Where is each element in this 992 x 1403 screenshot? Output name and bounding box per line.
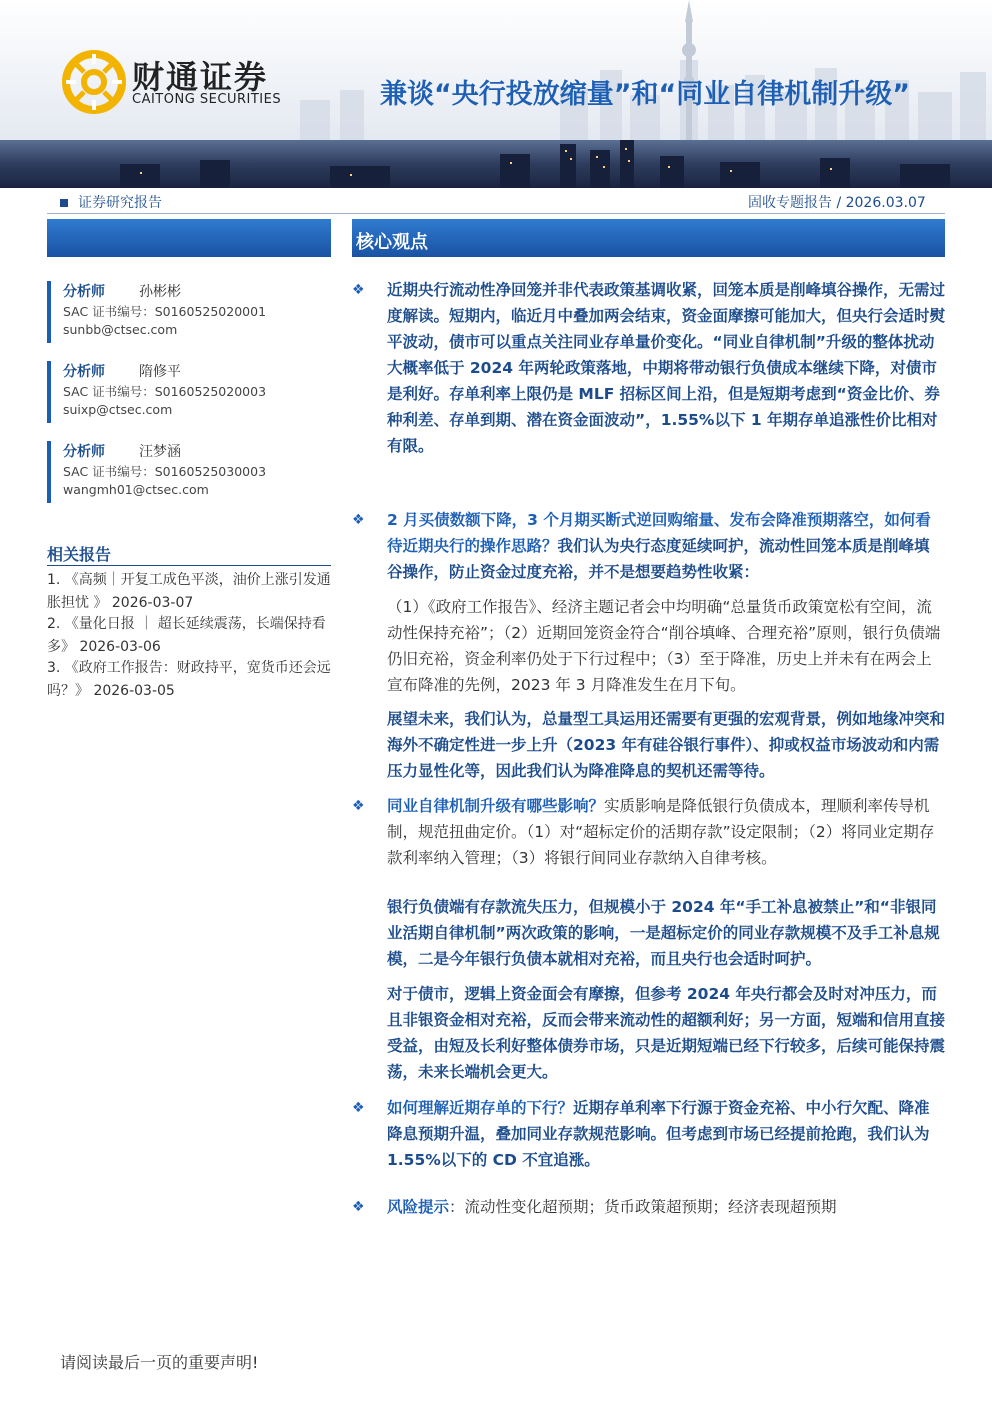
diamond-cross-icon: ❖ <box>352 1199 365 1215</box>
related-report-link[interactable]: 2. 《量化日报 ｜ 超长延续震荡，长端保持看多》 2026-03-06 <box>47 616 326 655</box>
analyst-cert: SAC 证书编号：S0160525020003 <box>63 384 267 399</box>
analyst-name: 汪梦涵 <box>139 444 181 460</box>
diamond-cross-icon: ❖ <box>352 798 365 814</box>
core-point-self-regulation: 同业自律机制升级有哪些影响？实质影响是降低银行负债成本，理顺利率传导机制，规范扭曲定价。（1）对“超标定价的活期存款”设定限制；（2）将同业定期存款利率纳入管理；（3）将银行间同业存款纳入自律考核。 <box>387 797 935 867</box>
analyst-card <box>47 361 335 423</box>
analyst-cert: SAC 证书编号：S0160525030003 <box>63 464 267 479</box>
analyst-card <box>47 281 335 343</box>
header-divider <box>47 213 945 214</box>
report-header <box>0 0 992 188</box>
square-bullet-icon <box>60 199 68 207</box>
liquidity-detail: （1）《政府工作报告》、经济主题记者会中均明确“总量货币政策宽松有空间，流动性保持充裕”；（2）近期回笼资金符合“削谷填峰、合理充裕”原则，银行负债端仍旧充裕，资金利率仍处于下行过程中；（3）至于降准，历史上并未有在两会上宣布降准的先例，2023 年 3 月降准发生在月下旬。 <box>387 598 941 694</box>
deposit-pressure-paragraph: 银行负债端有存款流失压力，但规模小于 2024 年“手工补息被禁止”和“非银同业活期自律机制”两次政策的影响，一是超标定价的同业存款规模不及手工补息规模，二是今年银行负债本就相对充裕，而且央行也会适时呵护。 <box>387 898 940 968</box>
core-point-summary: 近期央行流动性净回笼并非代表政策基调收紧，回笼本质是削峰填谷操作，无需过度解读。短期内，临近月中叠加两会结束，资金面摩擦可能加大，但央行会适时熨平波动，债市可以重点关注同业存单量价变化。“同业自律机制”升级的整体扰动大概率低于 2024 年两轮政策落地，中期将带动银行负债成本继续下降，对债市是利好。存单利率上限仍是 MLF 招标区间上沿，但是短期考虑到“资金比价、券种利差、存单到期、潜在资金面波动”，1.55%以下 1 年期存单追涨性价比相对有限。 <box>387 281 946 455</box>
related-reports-divider <box>47 565 331 566</box>
core-point-liquidity: 2 月买债数额下降，3 个月期买断式逆回购缩量、发布会降准预期落空，如何看待近期央行的操作思路？我们认为央行态度延续呵护，流动性回笼本质是削峰填谷操作，防止资金过度充裕，并不是想要趋势性收紧： <box>387 511 931 581</box>
bond-market-paragraph: 对于债市，逻辑上资金面会有摩擦，但参考 2024 年央行都会及时对冲压力，而且非银资金相对充裕，反而会带来流动性的超额利好；另一方面，短端和信用直接受益，由短及长利好整体债券市场，只是近期短端已经下行较多，后续可能保持震荡，未来长端机会更大。 <box>387 985 946 1081</box>
report-type: 证券研究报告 <box>60 192 162 212</box>
diamond-cross-icon: ❖ <box>352 1100 365 1116</box>
core-view-banner <box>352 219 945 257</box>
related-report-link[interactable]: 1. 《高频｜开复工成色平淡，油价上涨引发通胀担忧 》 2026-03-07 <box>47 572 331 611</box>
diamond-cross-icon: ❖ <box>352 282 365 298</box>
related-reports-heading: 相关报告 <box>47 545 112 564</box>
analyst-name: 孙彬彬 <box>139 284 181 300</box>
analyst-role: 分析师 <box>63 284 105 300</box>
core-point-cd-rate: 如何理解近期存单的下行？近期存单利率下行源于资金充裕、中小行欠配、降准降息预期升温，叠加同业存款规范影响。但考虑到市场已经提前抢跑，我们认为 1.55%以下的 CD 不宜追涨。 <box>387 1099 930 1169</box>
analyst-name: 隋修平 <box>139 364 181 380</box>
brand-name-cn: 财通证券 <box>132 58 269 96</box>
analyst-cert: SAC 证书编号：S0160525020001 <box>63 304 267 319</box>
analyst-email[interactable]: sunbb@ctsec.com <box>63 322 178 337</box>
disclaimer-notice: 请阅读最后一页的重要声明! <box>60 1353 259 1372</box>
report-category-date: 固收专题报告 / 2026.03.07 <box>748 195 926 211</box>
sidebar-banner <box>47 219 331 257</box>
analyst-role: 分析师 <box>63 444 105 460</box>
analyst-role: 分析师 <box>63 364 105 380</box>
risk-warning: 风险提示：流动性变化超预期；货币政策超预期；经济表现超预期 <box>387 1198 837 1216</box>
brand-name-en: CAITONG SECURITIES <box>132 92 282 107</box>
analyst-card <box>47 441 335 503</box>
related-report-link[interactable]: 3. 《政府工作报告：财政持平，宽货币还会远吗？》 2026-03-05 <box>47 660 331 699</box>
analyst-email[interactable]: wangmh01@ctsec.com <box>63 482 209 497</box>
analyst-email[interactable]: suixp@ctsec.com <box>63 402 173 417</box>
caitong-logo-icon <box>62 50 126 114</box>
core-view-heading: 核心观点 <box>356 232 428 253</box>
outlook-paragraph: 展望未来，我们认为，总量型工具运用还需要有更强的宏观背景，例如地缘冲突和海外不确定性进一步上升（2023 年有硅谷银行事件）、抑或权益市场波动和内需压力显性化等，因此我们认为降准降息的契机还需等待。 <box>387 710 946 780</box>
diamond-cross-icon: ❖ <box>352 512 365 528</box>
city-night-band <box>0 140 992 188</box>
report-title: 兼谈“央行投放缩量”和“同业自律机制升级” <box>380 79 910 110</box>
